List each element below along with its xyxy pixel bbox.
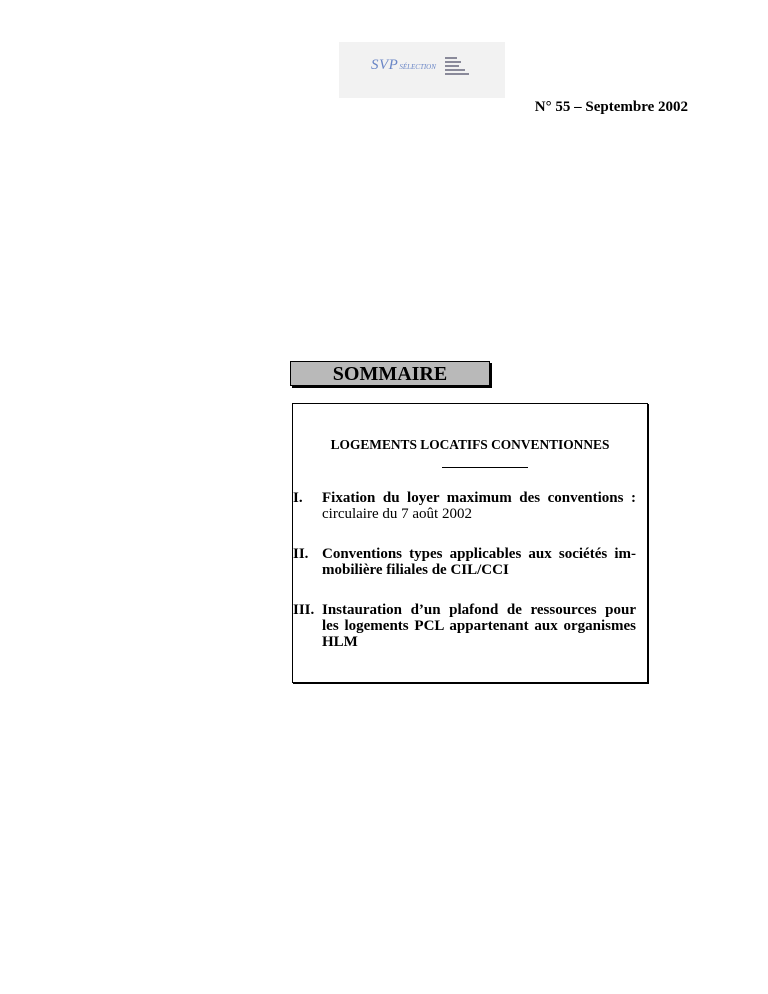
logo-wordmark xyxy=(371,57,436,74)
item-numeral: II. xyxy=(293,546,309,562)
logo-small-text: SÉLECTION xyxy=(399,63,436,71)
item-line: Conventions types applicables aux sociétés im- xyxy=(322,546,636,562)
item-line: mobilière filiales de CIL/CCI xyxy=(322,562,509,578)
item-numeral: III. xyxy=(293,602,315,618)
sommaire-heading: SOMMAIRE xyxy=(290,361,490,386)
issue-label: N° 55 – Septembre 2002 xyxy=(534,99,688,115)
item-subtitle: circulaire du 7 août 2002 xyxy=(322,506,472,522)
item-line: Fixation du loyer maximum des conventions : xyxy=(322,490,636,506)
item-line: HLM xyxy=(322,634,358,650)
contents-item xyxy=(293,490,636,522)
item-text xyxy=(322,546,636,578)
item-text xyxy=(322,602,636,650)
contents-box xyxy=(292,403,648,683)
section-title-rule xyxy=(442,467,528,468)
logo-text: SVP xyxy=(371,57,399,73)
contents-item xyxy=(293,602,636,650)
item-line: Instauration d’un plafond de ressources pour xyxy=(322,602,636,618)
item-numeral: I. xyxy=(293,490,303,506)
contents-item xyxy=(293,546,636,578)
item-line: les logements PCL appartenant aux organismes xyxy=(322,618,636,634)
logo-lines xyxy=(445,57,469,75)
item-text xyxy=(322,490,636,522)
publication-logo xyxy=(339,42,505,98)
section-title: LOGEMENTS LOCATIFS CONVENTIONNES xyxy=(330,437,610,452)
